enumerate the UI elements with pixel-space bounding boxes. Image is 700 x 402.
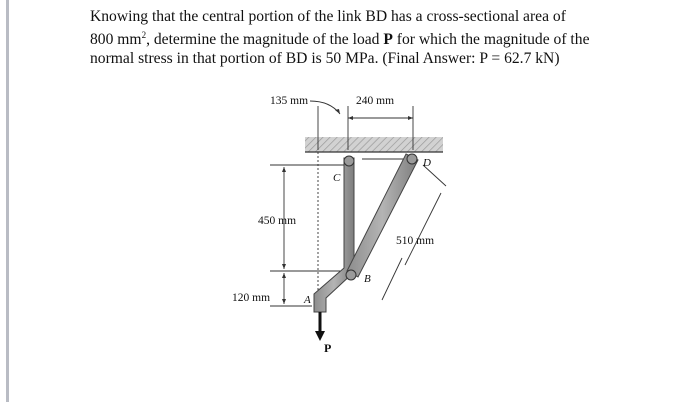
dim-label-120: 120 mm [232,292,271,304]
label-d: D [423,157,431,169]
label-c: C [333,172,341,184]
dim-label-240: 240 mm [356,95,395,107]
label-p: P [324,341,332,355]
label-b: B [364,273,371,285]
area-value: 800 mm [90,31,142,49]
dim-label-135: 135 mm [270,95,309,107]
pin-b [346,270,356,280]
pin-d [407,154,417,164]
load-arrowhead [315,331,325,341]
arrowhead [282,273,286,278]
arrowhead [348,116,353,120]
arrowhead [282,264,286,269]
arrowhead [408,116,413,120]
pin-c [344,156,354,166]
dim-label-510: 510 mm [396,235,435,247]
problem-line-3: normal stress in that portion of BD is 50 MPa. (Final Answer: P = 62.7 kN) [90,50,560,68]
ceiling-support [305,137,443,152]
dim-line-510-lower [382,258,402,300]
load-symbol: P [383,31,393,49]
problem-line-2-end: for which the magnitude of the [392,31,590,49]
problem-line-2-mid: , determine the magnitude of the load [146,31,384,49]
leader-135 [310,101,340,114]
problem-line-1: Knowing that the central portion of the link BD has a cross-sectional area of [90,8,566,25]
dim-label-450: 450 mm [258,215,297,227]
label-a: A [304,294,311,306]
dim-line-510-mid [405,193,441,265]
arrowhead [282,299,286,304]
link-bd [347,154,418,277]
area-exponent: 2 [141,30,147,40]
arrowhead [282,167,286,172]
